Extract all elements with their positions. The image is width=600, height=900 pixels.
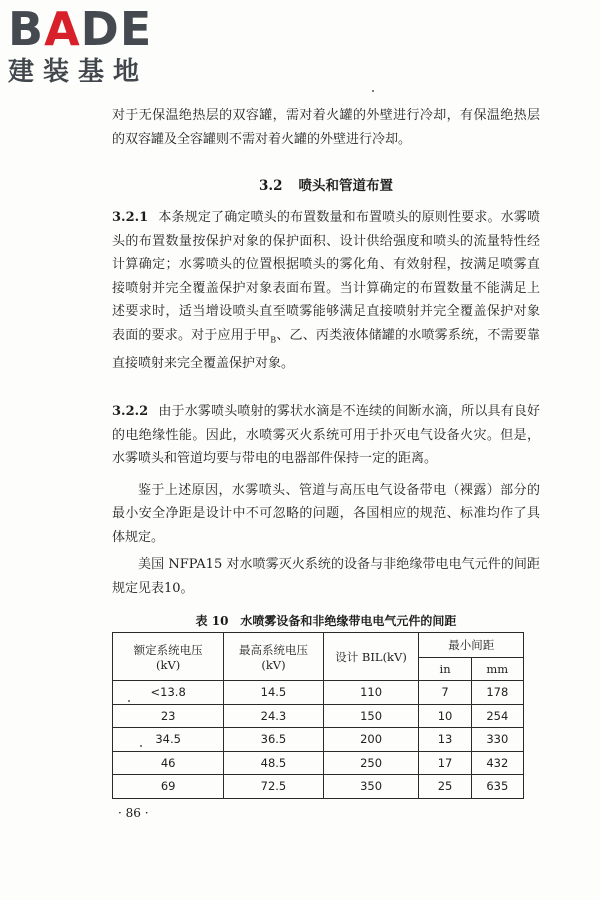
cell-rated: 34.5 (113, 728, 224, 752)
cell-in: 7 (419, 681, 471, 705)
cell-in: 25 (419, 775, 471, 799)
clause-paragraph (112, 400, 540, 471)
table-caption: 表 10 水喷雾设备和非绝缘带电电气元件的间距 (195, 614, 457, 628)
section-number: 3.2 (259, 178, 283, 194)
section-title: 喷头和管道布置 (298, 178, 393, 194)
header-bil: 设计 BIL(kV) (323, 633, 419, 681)
cell-max: 72.5 (224, 775, 323, 799)
body-paragraph: 美国 NFPA15 对水喷雾灭火系统的设备与非绝缘带电电气元件的间距规定见表10。 (112, 557, 540, 596)
cell-mm: 254 (471, 704, 523, 728)
cell-bil: 200 (323, 728, 419, 752)
cell-bil: 110 (323, 681, 419, 705)
cell-rated: 69 (113, 775, 224, 799)
intro-paragraph: 对于无保温绝热层的双容罐，需对着火罐的外壁进行冷却，有保温绝热层的双容罐及全容罐则不需对着火罐的外壁进行冷却。 (112, 108, 540, 147)
cell-mm: 432 (471, 751, 523, 775)
cell-in: 13 (419, 728, 471, 752)
table-row (113, 681, 524, 705)
cell-bil: 250 (323, 751, 419, 775)
cell-max: 48.5 (224, 751, 323, 775)
header-label: 额定系统电压 (133, 642, 203, 657)
clause-3-2-2 (112, 400, 540, 600)
header-unit: (kV) (261, 657, 286, 672)
scan-speck (140, 745, 142, 747)
scan-speck (128, 700, 130, 702)
logo-wordmark (8, 4, 178, 54)
header-label: 最高系统电压 (238, 642, 308, 657)
header-max-voltage (224, 633, 323, 681)
page-number: · 86 · (118, 806, 149, 820)
cell-mm: 178 (471, 681, 523, 705)
cell-max: 36.5 (224, 728, 323, 752)
header-rated-voltage (113, 633, 224, 681)
header-min-clearance: 最小间距 (419, 633, 524, 658)
header-mm: mm (471, 658, 523, 681)
table-header-row (113, 633, 524, 658)
header-in: in (419, 658, 471, 681)
intro-paragraph-block (112, 104, 540, 151)
cell-in: 10 (419, 704, 471, 728)
logo-subtitle: 建装基地 (8, 57, 149, 87)
clause-subscript: B (270, 335, 277, 345)
logo-letter-a: A (44, 2, 81, 56)
cell-mm: 635 (471, 775, 523, 799)
cell-bil: 350 (323, 775, 419, 799)
table-row (113, 704, 524, 728)
cell-max: 14.5 (224, 681, 323, 705)
header-unit: (kV) (156, 657, 181, 672)
brand-logo (8, 4, 178, 88)
cell-max: 24.3 (224, 704, 323, 728)
table-row (113, 728, 524, 752)
clause-paragraph (112, 206, 540, 375)
cell-mm: 330 (471, 728, 523, 752)
cell-rated: 23 (113, 704, 224, 728)
logo-letter-b: B (8, 2, 45, 56)
clause-text-part: 、乙、丙类液体储罐的水喷雾系统，不需要靠直接喷射来完全覆盖保护对象。 (112, 327, 540, 371)
cell-bil: 150 (323, 704, 419, 728)
logo-letters-de: DE (80, 2, 153, 56)
table-row (113, 751, 524, 775)
cell-rated: <13.8 (113, 681, 224, 705)
cell-in: 17 (419, 751, 471, 775)
cell-rated: 46 (113, 751, 224, 775)
clause-number: 3.2.2 (112, 404, 149, 419)
clause-text: 由于水雾喷头喷射的雾状水滴是不连续的间断水滴，所以具有良好的电绝缘性能。因此，水喷雾灭火系统可用于扑灭电气设备火灾。但是，水雾喷头和管道均要与带电的电器部件保持一定的距离。 (112, 404, 540, 466)
clause-text-part: 本条规定了确定喷头的布置数量和布置喷头的原则性要求。水雾喷头的布置数量按保护对象的保护面积、设计供给强度和喷头的流量特性经计算确定；水雾喷头的位置根据喷头的雾化角、有效射程，按满足喷雾直接喷射并完全覆盖保护对象表面布置。当计算确定的布置数量不能满足上述要求时，适当增设喷头直至喷雾能够满足直接喷射并完全覆盖保护对象表面的要求。对于应用于甲 (112, 210, 540, 343)
scan-speck (372, 90, 374, 92)
body-paragraph: 鉴于上述原因，水雾喷头、管道与高压电气设备带电（裸露）部分的最小安全净距是设计中不可忽略的问题，各国相应的规范、标准均作了具体规定。 (112, 482, 540, 545)
section-heading (112, 174, 540, 194)
table-row (113, 775, 524, 799)
clause-number: 3.2.1 (112, 210, 149, 225)
clearance-table (112, 632, 524, 799)
clause-3-2-1 (112, 206, 540, 375)
